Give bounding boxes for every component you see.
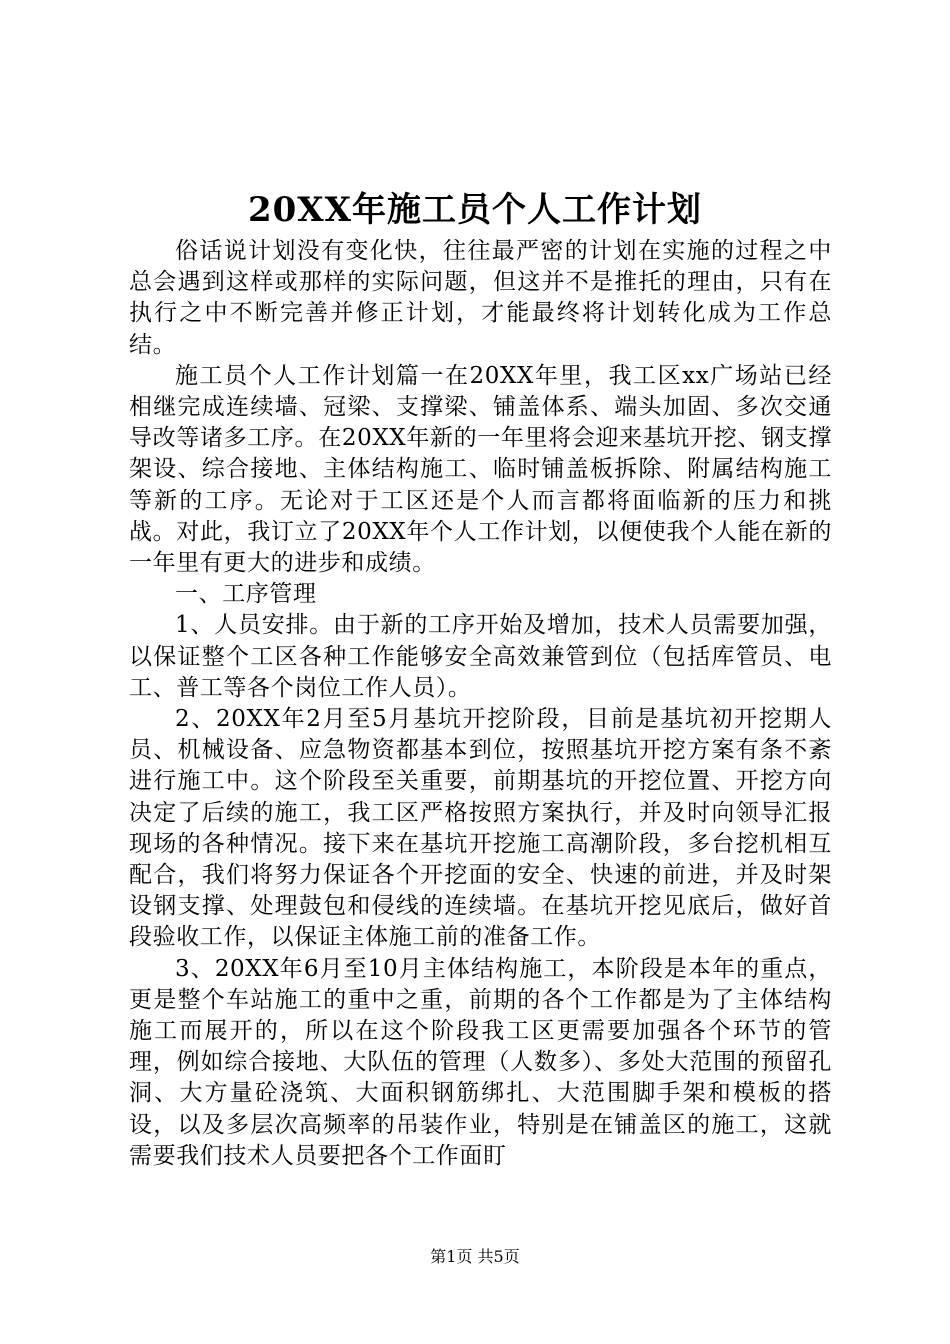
paragraph-item-3: 3、20XX年6月至10月主体结构施工，本阶段是本年的重点，更是整个车站施工的重中之重，前期的各个工作都是为了主体结构施工而展开的，所以在这个阶段我工区更需要加强各个环节的管理，例如综合接地、大队伍的管理（人数多）、多处大范围的预留孔洞、大方量砼浇筑、大面积钢筋绑扎、大范围脚手架和模板的搭设，以及多层次高频率的吊装作业，特别是在铺盖区的施工，这就需要我们技术人员要把各个工作面盯 <box>129 955 832 1169</box>
document-title: 20XX年施工员个人工作计划 <box>247 190 703 230</box>
document-body <box>129 236 832 1172</box>
paragraph-item-1: 1、人员安排。由于新的工序开始及增加，技术人员需要加强，以保证整个工区各种工作能够安全高效兼管到位（包括库管员、电工、普工等各个岗位工作人员）。 <box>129 612 832 701</box>
page-number-footer: 第1页 共5页 <box>430 1247 520 1266</box>
section-heading-process-management: 一、工序管理 <box>175 581 317 608</box>
paragraph-intro: 俗话说计划没有变化快，往往最严密的计划在实施的过程之中总会遇到这样或那样的实际问题，但这并不是推托的理由，只有在执行之中不断完善并修正计划，才能最终将计划转化成为工作总结。 <box>129 238 832 358</box>
paragraph-overview: 施工员个人工作计划篇一在20XX年里，我工区xx广场站已经相继完成连续墙、冠梁、支撑梁、铺盖体系、端头加固、多次交通导改等诸多工序。在20XX年新的一年里将会迎来基坑开挖、钢支撑架设、综合接地、主体结构施工、临时铺盖板拆除、附属结构施工等新的工序。无论对于工区还是个人而言都将面临新的压力和挑战。对此，我订立了20XX年个人工作计划，以便使我个人能在新的一年里有更大的进步和成绩。 <box>129 362 832 577</box>
paragraph-item-2: 2、20XX年2月至5月基坑开挖阶段，目前是基坑初开挖期人员、机械设备、应急物资都基本到位，按照基坑开挖方案有条不紊进行施工中。这个阶段至关重要，前期基坑的开挖位置、开挖方向决定了后续的施工，我工区严格按照方案执行，并及时向领导汇报现场的各种情况。接下来在基坑开挖施工高潮阶段，多台挖机相互配合，我们将努力保证各个开挖面的安全、快速的前进，并及时架设钢支撑、处理鼓包和侵线的连续墙。在基坑开挖见底后，做好首段验收工作，以保证主体施工前的准备工作。 <box>129 706 832 951</box>
